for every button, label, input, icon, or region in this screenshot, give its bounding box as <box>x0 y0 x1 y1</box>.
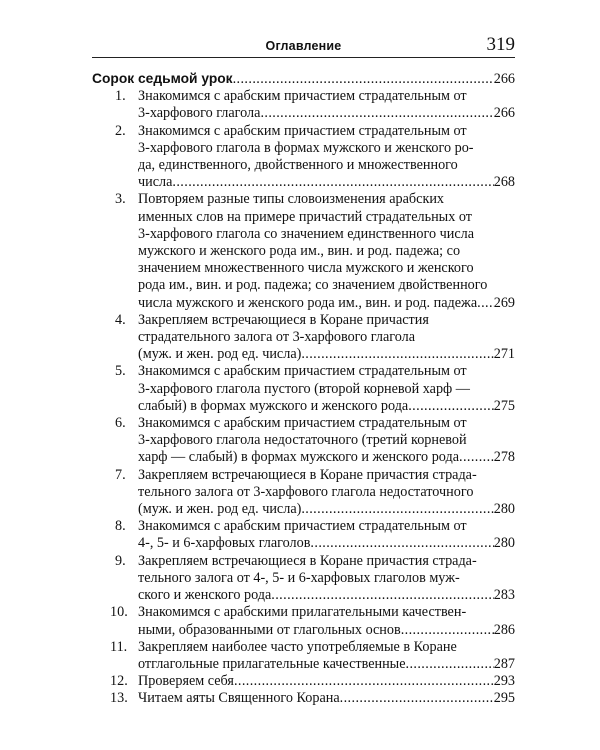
toc-item-text-line: тельного залога от 3-харфового глагола недостаточного <box>138 483 474 500</box>
toc-item-number: 7. <box>115 466 126 483</box>
toc-item[interactable] <box>92 690 515 707</box>
toc-item-text-line: Закрепляем наиболее часто употребляемые в Коране <box>138 638 457 655</box>
dot-leader <box>310 535 493 552</box>
toc-item-number: 6. <box>115 415 126 432</box>
toc-item-text-line: 3-харфового глагола пустого (второй корневой харф — <box>138 380 470 397</box>
toc-item[interactable] <box>92 191 515 311</box>
dot-leader <box>172 174 493 191</box>
dot-leader <box>301 501 493 518</box>
toc-item-text-line: тельного залога от 4-, 5- и 6-харфовых глаголов муж- <box>138 569 460 586</box>
toc-item-page: 283 <box>493 587 515 604</box>
toc-item-text-line: да, единственного, двойственного и множественного <box>138 157 458 174</box>
toc-item-number: 1. <box>115 88 126 105</box>
dot-leader <box>233 71 494 88</box>
toc-item[interactable] <box>92 673 515 690</box>
toc-item-text-line: 4-, 5- и 6-харфовых глаголов <box>138 535 311 552</box>
toc-item-number: 9. <box>115 552 126 569</box>
toc-item-text-line: Закрепляем встречающиеся в Коране причастия <box>138 311 429 328</box>
toc-item-page: 295 <box>493 690 515 707</box>
toc-item-text-line: ными, образованными от глагольных основ <box>138 621 401 638</box>
toc-item-number: 11. <box>110 638 128 655</box>
dot-leader <box>459 449 494 466</box>
toc-item[interactable] <box>92 363 515 415</box>
toc-item-text-line: харф — слабый) в формах мужского и женского рода <box>138 449 459 466</box>
dot-leader <box>260 105 493 122</box>
toc-item-text-line: ского и женского рода <box>138 587 272 604</box>
toc-item-text-line: Знакомимся с арабским причастием страдательным от <box>138 518 467 535</box>
toc-item-number: 3. <box>115 191 126 208</box>
dot-leader <box>406 656 494 673</box>
toc-item-text-line: значением множественного числа мужского и женского <box>138 260 474 277</box>
toc-item-text-line: Знакомимся с арабскими прилагательными качествен- <box>138 604 467 621</box>
toc-item-text-line: 3-харфового глагола в формах мужского и женского ро- <box>138 139 474 156</box>
toc-item[interactable] <box>92 639 515 673</box>
toc-item[interactable] <box>92 312 515 364</box>
dot-leader <box>271 587 493 604</box>
toc-item-text-line: отглагольные прилагательные качественные <box>138 655 406 672</box>
dot-leader <box>408 398 493 415</box>
toc-item-page: 278 <box>493 449 515 466</box>
toc-item-page: 268 <box>493 174 515 191</box>
toc-item[interactable] <box>92 123 515 192</box>
toc-item-text-line: рода им., вин. и род. падежа; со значением двойственного <box>138 277 488 294</box>
toc-item-text-line: числа мужского и женского рода им., вин. и род. падежа <box>138 294 478 311</box>
toc-item[interactable] <box>92 467 515 519</box>
toc-section-entry[interactable] <box>92 70 515 88</box>
toc-item-text-line: Закрепляем встречающиеся в Коране причастия страда- <box>138 466 477 483</box>
toc-item-text-line: страдательного залога от 3-харфового глагола <box>138 329 415 346</box>
running-header-title: Оглавление <box>265 39 342 53</box>
toc-item-text-line: Читаем аяты Священного Корана <box>138 690 340 707</box>
toc-item-text-line: Закрепляем встречающиеся в Коране причастия страда- <box>138 552 477 569</box>
dot-leader <box>401 622 494 639</box>
toc-item-number: 5. <box>115 363 126 380</box>
dot-leader <box>340 690 494 707</box>
toc-item-page: 287 <box>493 655 515 672</box>
toc-item-number: 13. <box>110 690 128 707</box>
toc-item-text-line: 3-харфового глагола <box>138 105 261 122</box>
toc-item[interactable] <box>92 518 515 552</box>
toc-item[interactable] <box>92 415 515 467</box>
toc-item-text-line: (муж. и жен. род ед. числа) <box>138 346 302 363</box>
toc-item-number: 8. <box>115 518 126 535</box>
toc-item-text-line: мужского и женского рода им., вин. и род. падежа; со <box>138 243 461 260</box>
toc-item[interactable] <box>92 553 515 605</box>
toc-item-page: 286 <box>493 621 515 638</box>
toc-item-text-line: (муж. и жен. род ед. числа) <box>138 501 302 518</box>
toc-item-text-line: именных слов на примере причастий страдательных от <box>138 208 472 225</box>
table-of-contents <box>92 70 515 708</box>
dot-leader <box>477 295 494 312</box>
toc-item-page: 266 <box>493 105 515 122</box>
toc-item[interactable] <box>92 604 515 638</box>
toc-item-page: 293 <box>493 673 515 690</box>
toc-item-text-line: слабый) в формах мужского и женского рода <box>138 397 409 414</box>
toc-section-title: Сорок седьмой урок <box>92 71 233 86</box>
dot-leader <box>234 673 494 690</box>
toc-item-number: 2. <box>115 122 126 139</box>
toc-item-text-line: Повторяем разные типы словоизменения арабских <box>138 191 445 208</box>
toc-items-list <box>92 88 515 707</box>
toc-item-page: 269 <box>493 294 515 311</box>
toc-item-page: 271 <box>493 346 515 363</box>
page-number: 319 <box>486 34 515 55</box>
toc-item-page: 280 <box>493 535 515 552</box>
toc-item-text-line: Знакомимся с арабским причастием страдательным от <box>138 122 467 139</box>
dot-leader <box>301 346 493 363</box>
toc-item-number: 12. <box>110 673 128 690</box>
toc-item-page: 275 <box>493 397 515 414</box>
toc-item-text-line: 3-харфового глагола недостаточного (третий корневой <box>138 432 467 449</box>
toc-item-number: 4. <box>115 311 126 328</box>
running-header <box>92 33 515 58</box>
toc-item-number: 10. <box>110 604 128 621</box>
toc-item-text-line: Знакомимся с арабским причастием страдательным от <box>138 88 467 105</box>
toc-item-text-line: 3-харфового глагола со значением единственного числа <box>138 225 474 242</box>
toc-item-text-line: Проверяем себя <box>138 673 234 690</box>
toc-item-text-line: Знакомимся с арабским причастием страдательным от <box>138 363 467 380</box>
toc-item-text-line: числа <box>138 174 173 191</box>
toc-section-page: 266 <box>493 71 515 87</box>
toc-item[interactable] <box>92 88 515 122</box>
toc-item-text-line: Знакомимся с арабским причастием страдательным от <box>138 415 467 432</box>
toc-item-page: 280 <box>493 501 515 518</box>
